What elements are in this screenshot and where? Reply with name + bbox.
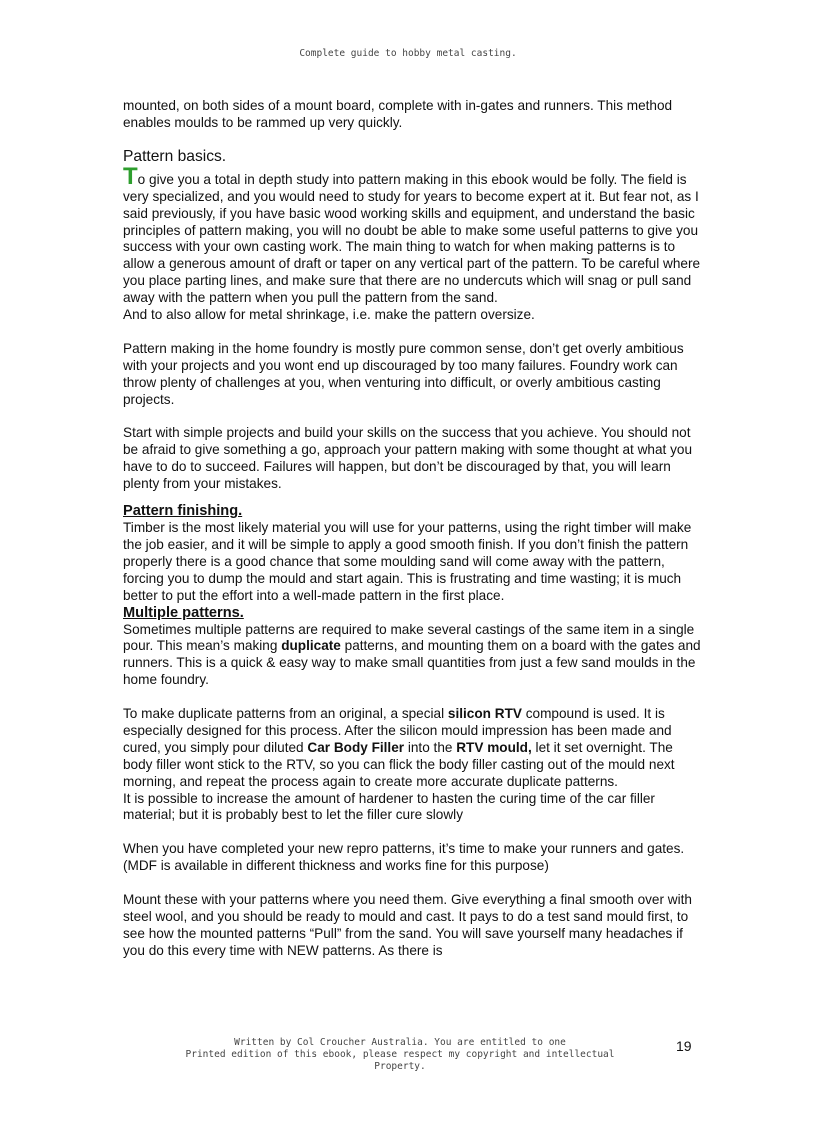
pattern-basics-para-2: Pattern making in the home foundry is mostly pure common sense, don’t get overly ambitious with your projects and you wont end up discouraged by too many failures. Foundry work can throw plenty of challenges at you, when venturing into difficult, or overly ambitious casting projects. [123, 340, 684, 407]
pattern-finishing-para: Timber is the most likely material you will use for your patterns, using the right timber will make the job easier, and it will be simple to apply a good smooth finish. If you don’t finish the pattern properly there is a good chance that some moulding sand will come away with the pattern, forcing you to dump the mould and start again. This is frustrating and time wasting; it is much better to put the effort into a well-made pattern in the first place. [123, 520, 692, 603]
footer-line-1: Written by Col Croucher Australia. You are entitled to one [234, 1037, 566, 1048]
multiple-patterns-para-3: It is possible to increase the amount of hardener to hasten the curing time of the car filler material; but it is probably best to let the filler cure slowly [123, 790, 655, 823]
multiple-patterns-heading: Multiple patterns. [123, 604, 244, 621]
pattern-finishing-heading: Pattern finishing. [123, 503, 243, 519]
page-number: 19 [676, 1038, 692, 1054]
footer-line-2: Printed edition of this ebook, please respect my copyright and intellectual [185, 1049, 615, 1060]
pattern-basics-para-3: Start with simple projects and build your skills on the success that you achieve. You should not be afraid to give something a go, approach your pattern making with some thought at what you have to do to succeed. Failures will happen, but don’t be discouraged by that, you will learn plenty from your mistakes. [123, 425, 693, 492]
drop-cap: T [123, 162, 138, 190]
multiple-patterns-para-5: Mount these with your patterns where you need them. Give everything a final smooth over with steel wool, and you should be ready to mould and cast. It pays to do a test sand mould first, to see how the mounted patterns “Pull” from the sand. You will save yourself many headaches if you do this every time with NEW patterns. As there is [123, 891, 692, 958]
intro-continuation: mounted, on both sides of a mount board, complete with in-gates and runners. This method enables moulds to be rammed up very quickly. [123, 98, 673, 130]
body-text [123, 98, 703, 960]
multiple-patterns-para-1: Sometimes multiple patterns are required to make several castings of the same item in a single pour. This mean’s making duplicate patterns, and mounting them on a board with the gates and runners. This is a quick & easy way to make small quantities from just a few sand moulds in the home foundry. [123, 621, 701, 688]
multiple-patterns-para-2: To make duplicate patterns from an original, a special silicon RTV compound is used. It is especially designed for this process. After the silicon mould impression has been made and cured, you simply pour diluted Car Body Filler into the RTV mould, let it set overnight. The body filler wont stick to the RTV, so you can flick the body filler casting out of the mould next morning, and repeat the process again to create more accurate duplicate patterns. [123, 706, 675, 789]
page-footer [140, 1037, 660, 1073]
pattern-basics-para-1b: And to also allow for metal shrinkage, i.e. make the pattern oversize. [123, 307, 535, 323]
footer-line-3: Property. [374, 1061, 426, 1072]
running-header: Complete guide to hobby metal casting. [299, 48, 517, 59]
pattern-basics-para-1: To give you a total in depth study into pattern making in this ebook would be folly. The field is very specialized, and you would need to study for years to become expert at it. But fear not, as I said previously, if you have basic wood working skills and equipment, and understand the basic principles of pattern making, you will no doubt be able to make some useful patterns to give you success with your own casting work. The main thing to watch for when making patterns is to allow a generous amount of draft or taper on any vertical part of the pattern. To be careful where you place parting lines, and make sure that there are no undercuts which will snag or pull sand away with the pattern when you pull the pattern from the sand. [123, 162, 701, 306]
multiple-patterns-para-4: When you have completed your new repro patterns, it’s time to make your runners and gates. (MDF is available in different thickness and works fine for this purpose) [123, 841, 685, 874]
pattern-basics-heading: Pattern basics. [123, 147, 227, 165]
